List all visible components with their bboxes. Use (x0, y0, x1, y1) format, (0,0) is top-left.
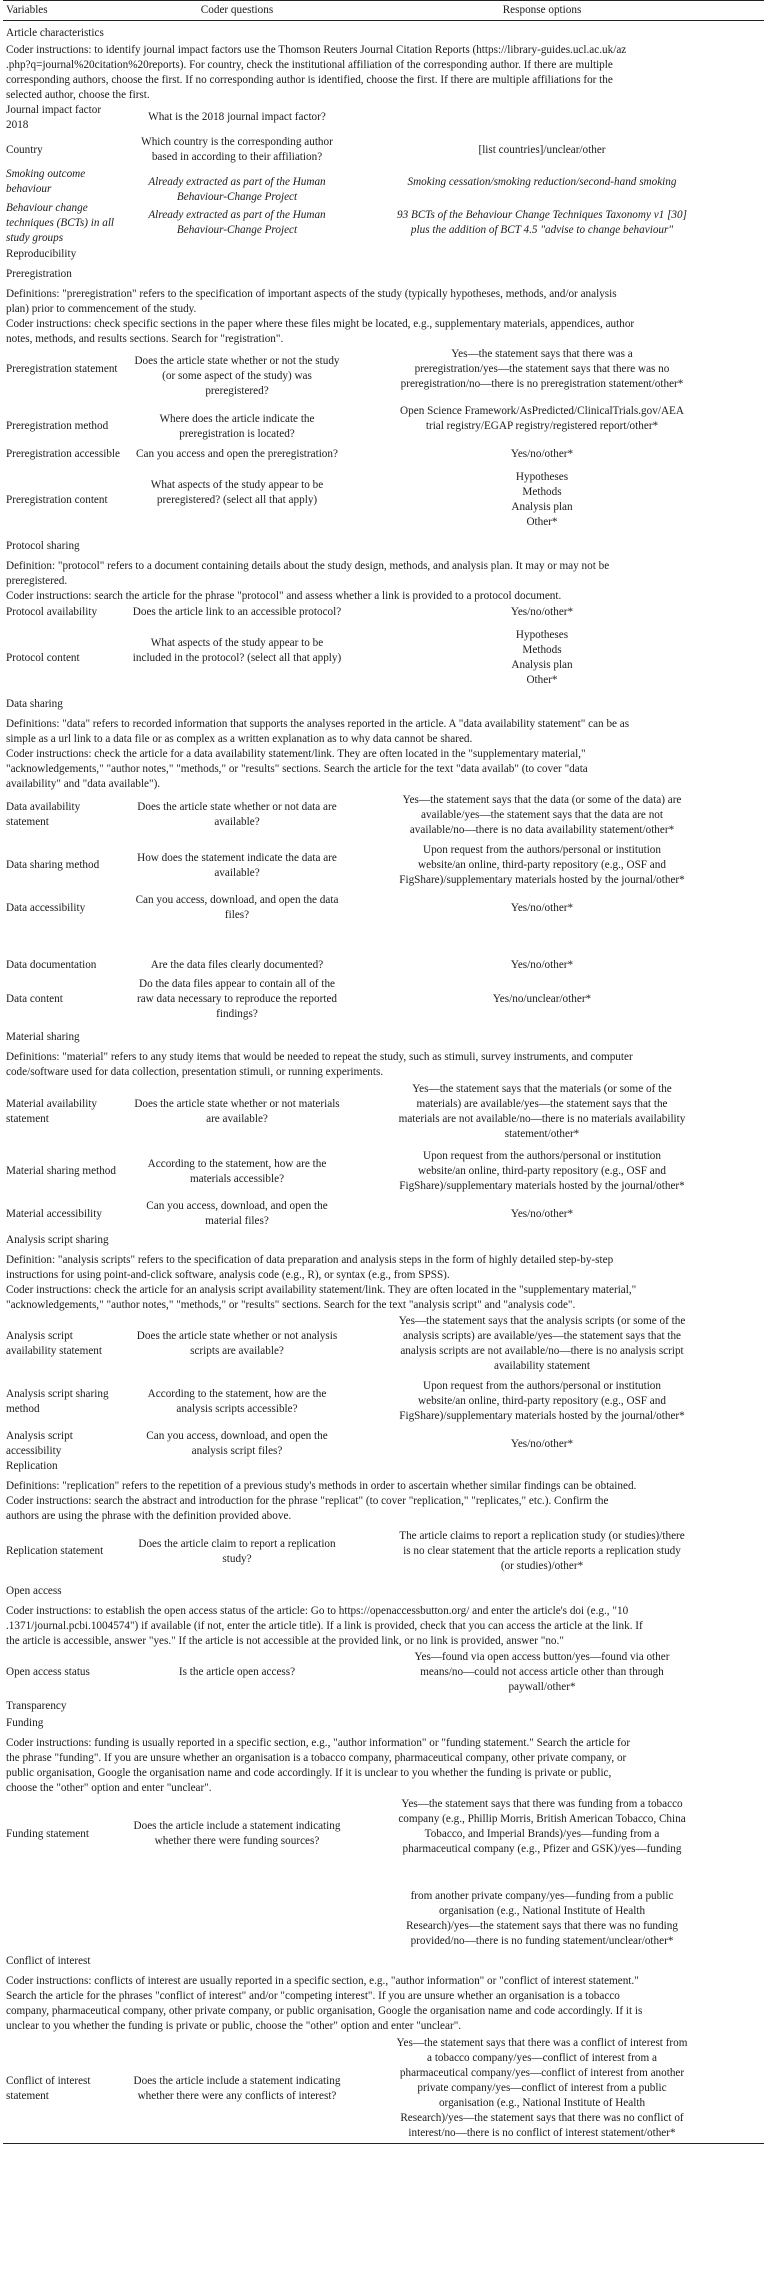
table-text-line: trial registry/EGAP registry/registered report/other* (425, 420, 659, 432)
table-text-line: method (6, 1403, 40, 1415)
table-text-line: preregistered? (205, 385, 269, 397)
table-text-line: Journal impact factor (6, 104, 102, 116)
table-text-line: Where does the article indicate the (159, 413, 315, 425)
table-text-line: Search the article for the phrases "conflict of interest" and/or "competing interest". If you are unsure whether an organisation is a tobacco (6, 1990, 620, 2002)
table-text-line: Preregistration statement (6, 363, 118, 375)
table-text-line: Does the article include a statement indicating (133, 2075, 341, 2087)
table-text-line: study? (222, 1553, 252, 1565)
table-text-line: Replication statement (6, 1545, 104, 1557)
table-text-line: What is the 2018 journal impact factor? (148, 111, 326, 123)
table-text-line: provided/no—there is no funding statement/unclear/other* (410, 1935, 674, 1947)
table-text-line: code/software used for data collection, presentation stimuli, or running experiments. (6, 1066, 384, 1078)
table-text-line: Yes—found via open access button/yes—found via other (414, 1651, 670, 1663)
table-text-line: preregistration is located? (179, 428, 295, 440)
table-text-line: Can you access, download, and open the (146, 1200, 328, 1212)
table-text-line: are available? (206, 1113, 268, 1125)
table-text-line: findings? (216, 1008, 258, 1020)
table-text-line: Coder instructions: funding is usually reported in a specific section, e.g., "author information" or "funding statement." Search the article for (6, 1737, 631, 1749)
table-text-line: (or studies)/other* (500, 1560, 584, 1572)
table-text-line: Hypotheses (515, 629, 569, 641)
table-text-line: preregistered. (6, 575, 68, 587)
table-text-line: Yes—the statement says that there was funding from a tobacco (401, 1798, 683, 1810)
table-text-line: According to the statement, how are the (147, 1388, 327, 1400)
table-text-line: Data sharing (6, 698, 63, 710)
table-text-line: plus the addition of BCT 4.5 "advise to change behaviour" (410, 224, 674, 236)
table-text-line: Yes—the statement says that the materials (or some of the (412, 1083, 672, 1095)
table-text-line: Yes—the statement says that the analysis scripts (or some of the (398, 1315, 686, 1327)
table-text-line: Coder instructions: search the abstract and introduction for the phrase "replicat" (to cover "replication," "replicates," etc.). Confirm the (6, 1495, 609, 1507)
table-text-line: Can you access, download, and open the (146, 1430, 328, 1442)
table-text-line: Preregistration accessible (6, 448, 121, 460)
table-text-line: organisation (e.g., National Institute of Health (438, 2097, 646, 2109)
table-text-line: Yes—the statement says that the data (or some of the data) are (402, 794, 682, 806)
table-text-line: organisation (e.g., National Institute of Health (438, 1905, 646, 1917)
table-text-line: What aspects of the study appear to be (150, 637, 324, 649)
table-text-line: a tobacco company/yes—conflict of interest from a (427, 2052, 657, 2064)
table-text-line: statement (6, 816, 49, 828)
table-text-line: selected author, choose the first. (6, 89, 150, 101)
table-text-line: public organisation, Google the organisation name and code accordingly. If it is unclear to you whether the funding is private or public, (6, 1767, 612, 1779)
table-text-line: availability" and "data available"). (6, 778, 161, 790)
table-text-line: Analysis plan (511, 501, 573, 513)
table-text-line: Data accessibility (6, 902, 86, 914)
table-text-line: Does the article state whether or not the study (134, 355, 340, 367)
table-text-line: analysis script files? (191, 1445, 283, 1457)
table-text-line: Analysis script (6, 1430, 73, 1442)
table-text-line: Coder instructions: to identify journal impact factors use the Thomson Reuters Journal Citation Reports (https://library-guides.ucl.ac.uk/az (6, 44, 627, 56)
table-text-line: Coder instructions: check the article for a data availability statement/link. They are often located in the "supplementary material," (6, 748, 586, 760)
table-text-line: Does the article link to an accessible protocol? (132, 606, 342, 618)
table-text-line: Yes/no/other* (510, 902, 574, 914)
table-text-line: Which country is the corresponding author (141, 136, 333, 148)
table-text-line: pharmaceutical company/yes—conflict of interest from another (399, 2067, 685, 2079)
table-text-line: Funding (6, 1717, 44, 1729)
table-text-line: notes, methods, and results sections. Search for "registration". (6, 333, 284, 345)
table-text-line: According to the statement, how are the (147, 1158, 327, 1170)
table-text-line: statement (6, 2090, 49, 2102)
table-text-line: available/yes—the statement says that the data are not (421, 809, 663, 821)
table-text-line: 2018 (6, 119, 29, 131)
table-text-line: available? (214, 816, 260, 828)
table-text-line: Preregistration content (6, 494, 108, 506)
table-text-line: scripts are available? (190, 1345, 284, 1357)
table-text-line: analysis scripts accessible? (176, 1403, 298, 1415)
table-text-line: Is the article open access? (178, 1666, 296, 1678)
table-bottom-rule (3, 2143, 764, 2144)
table-text-line: Tobacco, and Imperial Brands)/yes—funding from a (424, 1828, 660, 1840)
table-text-line: means/no—could not access article other than through (420, 1666, 664, 1678)
table-text-line: Coder instructions: search the article for the phrase "protocol" and assess whether a link is provided to a protocol document. (6, 590, 562, 602)
table-text-line: Are the data files clearly documented? (150, 959, 324, 971)
table-text-line: private company/yes—conflict of interest from a public (417, 2082, 667, 2094)
table-text-line: Yes/no/other* (510, 1208, 574, 1220)
table-text-line: materials) are available/yes—the statement says that the (416, 1098, 668, 1110)
table-text-line: from another private company/yes—funding from a public (410, 1890, 674, 1902)
table-text-line: "acknowledgements," "author notes," "methods," or "results" sections. Search the article for the text "data availab" (to cover "data (6, 763, 588, 775)
table-text-line: behaviour (6, 183, 52, 195)
table-text-line: material files? (205, 1215, 269, 1227)
table-text-line: Yes—the statement says that there was a (451, 348, 633, 360)
table-text-line: Protocol content (6, 652, 80, 664)
table-text-line: Transparency (6, 1700, 67, 1712)
table-text-line: Upon request from the authors/personal or institution (422, 1380, 662, 1392)
table-text-line: Material accessibility (6, 1208, 102, 1220)
table-text-line: simple as a url link to a data file or as complex as a written explanation as to why data cannot be shared. (6, 733, 473, 745)
table-text-line: Already extracted as part of the Human (148, 209, 326, 221)
table-text-line: [list countries]/unclear/other (478, 144, 606, 156)
table-text-line: (or some aspect of the study) was (162, 370, 312, 382)
table-text-line: accessibility (6, 1445, 62, 1457)
table-text-line: Variables (6, 4, 48, 16)
table-text-line: Other* (526, 516, 558, 528)
table-text-line: company, pharmaceutical company, other private company, or public organisation, Google the organisation name and code accordingly. If it is (6, 2005, 643, 2017)
table-text-line: Analysis plan (511, 659, 573, 671)
table-text-line: What aspects of the study appear to be (150, 479, 324, 491)
table-text-line: Coder questions (200, 4, 274, 16)
table-text-line: available? (214, 867, 260, 879)
table-text-line: Behaviour change (6, 202, 88, 214)
table-text-line: Data availability (6, 801, 81, 813)
table-text-line: Analysis script sharing (6, 1234, 109, 1246)
table-text-line: How does the statement indicate the data are (137, 852, 337, 864)
table-text-line: Conflict of interest (6, 1955, 91, 1967)
table-text-line: preregistered? (select all that apply) (156, 494, 318, 506)
table-text-line: Does the article claim to report a replication (138, 1538, 336, 1550)
table-text-line: Smoking outcome (6, 168, 86, 180)
table-text-line: unclear to you whether the funding is private or public, choose the "other" option and enter "unclear". (6, 2020, 462, 2032)
table-text-line: paywall/other* (508, 1681, 576, 1693)
table-text-line: Definitions: "data" refers to recorded information that supports the analyses reported in the article. A "data availability statement" can be as (6, 718, 630, 730)
table-text-line: Definition: "protocol" refers to a document containing details about the study design, methods, and analysis plan. It may or may not be (6, 560, 610, 572)
table-text-line: Hypotheses (515, 471, 569, 483)
table-text-line: Data sharing method (6, 859, 100, 871)
table-text-line: Data content (6, 993, 63, 1005)
table-text-line: FigShare)/supplementary materials hosted by the journal/other* (399, 1410, 685, 1422)
table-text-line: Can you access and open the preregistration? (136, 448, 338, 460)
table-text-line: preregistration/no—there is no preregistration statement/other* (400, 378, 684, 390)
table-text-line: availability statement (6, 1345, 102, 1357)
table-text-line: Article characteristics (6, 27, 104, 39)
table-text-line: Yes/no/other* (510, 959, 574, 971)
table-text-line: materials are not available/no—there is no materials availability (398, 1113, 686, 1125)
table-text-line: 93 BCTs of the Behaviour Change Techniques Taxonomy v1 [30] (397, 209, 687, 221)
table-text-line: Definition: "analysis scripts" refers to the specification of data preparation and analysis steps in the form of highly detailed step-by-step (6, 1254, 614, 1266)
table-text-line: choose the "other" option and enter "unclear". (6, 1782, 212, 1794)
table-text-line: statement/other* (504, 1128, 580, 1140)
table-text-line: Methods (522, 486, 562, 498)
table-text-line: Does the article include a statement indicating (133, 1820, 341, 1832)
table-text-line: Definitions: "replication" refers to the repetition of a previous study's methods in order to ascertain whether similar findings can be obtained. (6, 1480, 637, 1492)
table-text-line: Can you access, download, and open the data (135, 894, 339, 906)
table-text-line: Definitions: "material" refers to any study items that would be needed to repeat the study, such as stimuli, survey instruments, and computer (6, 1051, 633, 1063)
table-text-line: Conflict of interest (6, 2075, 91, 2087)
table-text-line: Funding statement (6, 1828, 89, 1840)
table-text-line: website/an online, third-party repository (e.g., OSF and (418, 1165, 666, 1177)
table-text-line: Coder instructions: check specific sections in the paper where these files might be located, e.g., supplementary materials, appendices, author (6, 318, 635, 330)
table-text-line: company (e.g., Phillip Morris, British American Tobacco, China (398, 1813, 686, 1825)
table-text-line: Protocol sharing (6, 540, 80, 552)
table-text-line: the article is accessible, answer "yes." If the article is not accessible at the provided link, or no link is provided, answer "no." (6, 1635, 564, 1647)
table-text-line: Smoking cessation/smoking reduction/second-hand smoking (407, 176, 677, 188)
table-text-line: Upon request from the authors/personal or institution (422, 844, 662, 856)
table-text-line: available/no—there is no data availability statement/other* (409, 824, 675, 836)
table-text-line: Definitions: "preregistration" refers to the specification of important aspects of the study (typically hypotheses, methods, and/or analysis (6, 288, 617, 300)
table-text-line: Reproducibility (6, 248, 77, 260)
table-text-line: Upon request from the authors/personal or institution (422, 1150, 662, 1162)
table-text-line: Coder instructions: to establish the open access status of the article: Go to https://openaccessbutton.org/ and enter the article's doi (e.g., "10 (6, 1605, 629, 1617)
table-text-line: website/an online, third-party repository (e.g., OSF and (418, 1395, 666, 1407)
table-text-line: Research)/yes—the statement says that there was no funding (406, 1920, 678, 1932)
table-text-line: analysis scripts are not available/no—there is no analysis script (400, 1345, 684, 1357)
table-text-line: Do the data files appear to contain all of the (138, 978, 336, 990)
table-text-line: Open access (6, 1585, 62, 1597)
table-text-line: statement (6, 1113, 49, 1125)
table-text-line: website/an online, third-party repository (e.g., OSF and (418, 859, 666, 871)
table-text-line: materials accessible? (189, 1173, 285, 1185)
header-bottom-rule (3, 20, 764, 21)
table-text-line: Open Science Framework/AsPredicted/ClinicalTrials.gov/AEA (400, 405, 684, 417)
table-text-line: is no clear statement that the article reports a replication study (403, 1545, 681, 1557)
table-text-line: .php?q=journal%20citation%20reports). For country, check the institutional affiliation of the corresponding author. If there are multiple (6, 59, 613, 71)
table-text-line: Research)/yes—the statement says that there was no conflict of (400, 2112, 684, 2124)
table-text-line: Analysis script (6, 1330, 73, 1342)
table-text-line: corresponding authors, choose the first. If no corresponding author is identified, choose the first. If there are multiple affiliations for the (6, 74, 613, 86)
table-text-line: raw data necessary to reproduce the reported (136, 993, 338, 1005)
table-text-line: Yes/no/other* (510, 448, 574, 460)
table-text-line: Data documentation (6, 959, 97, 971)
table-text-line: instructions for using point-and-click software, analysis code (e.g., R), or syntax (e.g., from SPSS). (6, 1269, 450, 1281)
table-text-line: Behaviour-Change Project (176, 224, 298, 236)
table-text-line: Behaviour-Change Project (176, 191, 298, 203)
table-text-line: plan) prior to commencement of the study. (6, 303, 197, 315)
table-text-line: FigShare)/supplementary materials hosted by the journal/other* (399, 1180, 685, 1192)
table-text-line: Yes/no/other* (510, 1438, 574, 1450)
table-text-line: analysis scripts) are available/yes—the statement says that the (402, 1330, 682, 1342)
table-text-line: pharmaceutical company (e.g., Pfizer and GSK)/yes—funding (402, 1843, 682, 1855)
table-text-line: whether there were funding sources? (154, 1835, 320, 1847)
table-text-line: preregistration/yes—the statement says that there was no (414, 363, 670, 375)
table-text-line: Preregistration method (6, 420, 109, 432)
table-text-line: study groups (6, 232, 64, 244)
table-text-line: the phrase "funding". If you are unsure whether an organisation is a tobacco company, pharmaceutical company, other private company, or (6, 1752, 627, 1764)
table-text-line: Protocol availability (6, 606, 98, 618)
table-text-line: Material availability (6, 1098, 98, 1110)
table-text-line: "acknowledgements," "author notes," "methods," or "results" sections. Search for the text "analysis script" and "analysis code". (6, 1299, 576, 1311)
table-text-line: Does the article state whether or not materials (134, 1098, 340, 1110)
table-text-line: files? (224, 909, 250, 921)
table-text-line: Methods (522, 644, 562, 656)
table-text-line: Does the article state whether or not data are (137, 801, 337, 813)
table-text-line: whether there were any conflicts of interest? (137, 2090, 337, 2102)
table-text-line: Other* (526, 674, 558, 686)
table-text-line: FigShare)/supplementary materials hosted by the journal/other* (399, 874, 685, 886)
table-text-line: Material sharing (6, 1031, 80, 1043)
table-text-line: Replication (6, 1460, 58, 1472)
table-text-line: Material sharing method (6, 1165, 116, 1177)
table-text-line: Response options (502, 4, 582, 16)
table-text-line: Preregistration (6, 268, 72, 280)
table-text-line: Yes/no/unclear/other* (492, 993, 592, 1005)
table-text-line: Coder instructions: check the article for an analysis script availability statement/link. They are often located in the "supplementary material," (6, 1284, 637, 1296)
table-text-line: Does the article state whether or not analysis (136, 1330, 338, 1342)
table-text-line: Yes—the statement says that there was a conflict of interest from (396, 2037, 688, 2049)
table-text-line: techniques (BCTs) in all (6, 217, 115, 229)
table-top-rule (3, 0, 764, 1)
table-text-line: availability statement (494, 1360, 590, 1372)
table-text-line: Analysis script sharing (6, 1388, 109, 1400)
table-text-line: Coder instructions: conflicts of interest are usually reported in a specific section, e.g., "author information" or "conflict of interest statement." (6, 1975, 639, 1987)
table-text-line: authors are using the phrase with the definition provided above. (6, 1510, 292, 1522)
table-text-line: Country (6, 144, 43, 156)
table-text-line: based in according to their affiliation? (151, 151, 323, 163)
table-text-line: Open access status (6, 1666, 90, 1678)
table-text-line: .1371/journal.pcbi.1004574") if available (if not, enter the article title). If a link is provided, check that you can access the article at the link. If (6, 1620, 643, 1632)
table-text-line: interest/no—there is no conflict of interest statement/other* (408, 2127, 676, 2139)
table-text-line: Already extracted as part of the Human (148, 176, 326, 188)
table-text-line: The article claims to report a replication study (or studies)/there (399, 1530, 685, 1542)
table-text-line: Yes/no/other* (510, 606, 574, 618)
table-text-line: included in the protocol? (select all that apply) (132, 652, 342, 664)
